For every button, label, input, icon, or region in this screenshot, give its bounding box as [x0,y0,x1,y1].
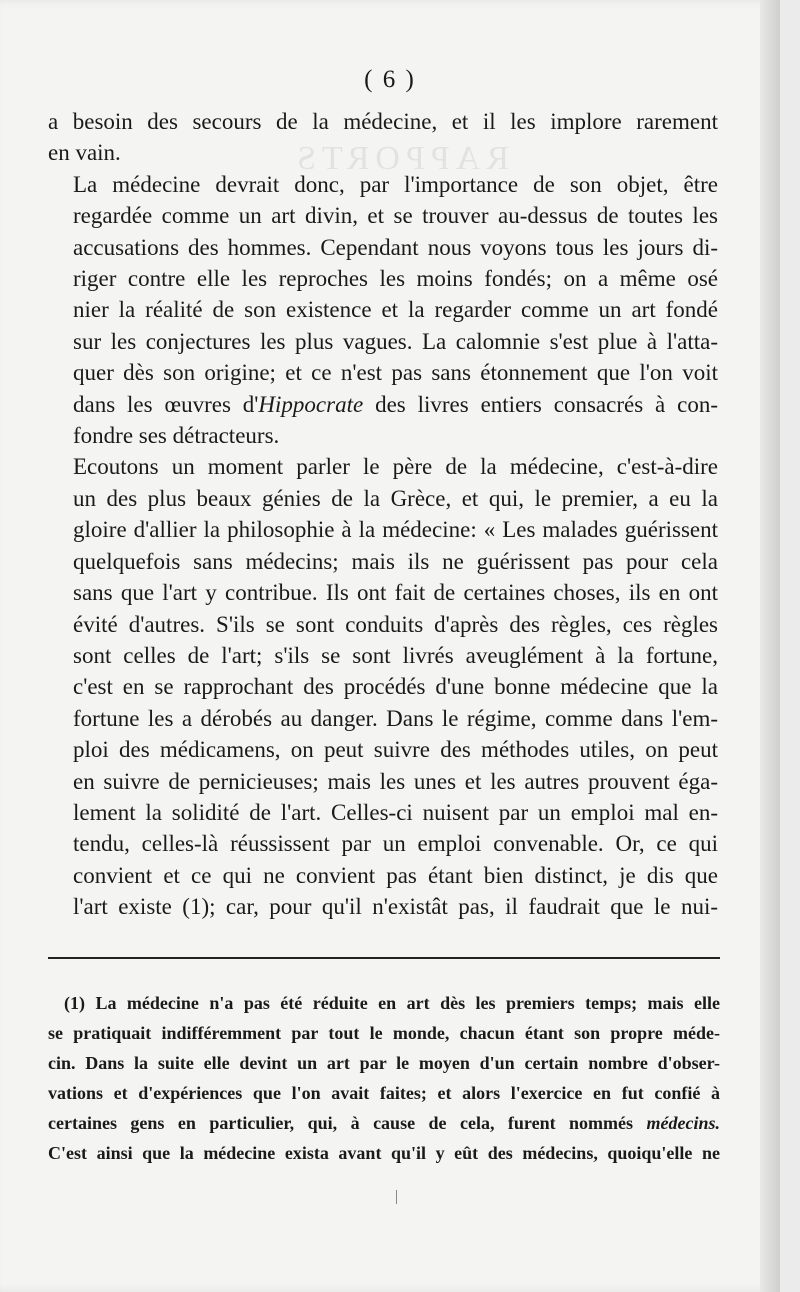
text-line: ploi des médicamens, on peut suivre des méthodes utiles, on peut [73,737,718,763]
text-line: en suivre de pernicieuses; mais les unes et les autres prouvent éga- [73,768,718,794]
footnote-line-with-italic [48,1108,720,1138]
text-line: fortune les a dérobés au danger. Dans le régime, comme dans l'em- [73,705,718,731]
text-line: sur les conjectures les plus vagues. La calomnie s'est plue à l'atta- [73,328,718,354]
text-line: gloire d'allier la philosophie à la médecine: « Les malades guérissent [73,517,718,543]
footnote-separator [48,957,720,959]
text-line: accusations des hommes. Cependant nous voyons tous les jours di- [73,234,718,260]
text-line: convient et ce qui ne convient pas étant bien distinct, je dis que [73,862,718,888]
print-mark [396,1190,397,1204]
footnote-line: (1) La médecine n'a pas été réduite en art dès les premiers temps; mais elle [64,993,720,1013]
footnote [48,988,720,1168]
text-line: tendu, celles-là réussissent par un emploi convenable. Or, ce qui [73,831,718,857]
text-line: l'art existe (1); car, pour qu'il n'existât pas, il faudrait que le nui- [73,894,718,920]
text-line: Ecoutons un moment parler le père de la médecine, c'est-à-dire [73,454,718,480]
text-line: a besoin des secours de la médecine, et il les implore rarement [48,109,718,134]
text-line: quelquefois sans médecins; mais ils ne guérissent pas pour cela [73,548,718,574]
text-line: sont celles de l'art; s'ils se sont livrés aveuglément à la fortune, [73,642,718,668]
text-line: quer dès son origine; et ce n'est pas sans étonnement que l'on voit [73,360,718,386]
text-line: fondre ses détracteurs. [73,423,280,449]
text-line: lement la solidité de l'art. Celles-ci nuisent par un emploi mal en- [73,799,718,825]
text-line: évité d'autres. S'ils se sont conduits d'après des règles, ces règles [73,611,718,637]
text-line-with-italic [48,389,718,420]
text-line: un des plus beaux génies de la Grèce, et qui, le premier, a eu la [73,485,718,511]
text-fragment: certaines gens en particulier, qui, à cause de cela, furent nommés [48,1113,647,1133]
text-line: sans que l'art y contribue. Ils ont fait de certaines choses, ils en ont [73,580,718,606]
footnote-line: vations et d'expériences que l'on avait faites; et alors l'exercice en fut confié à [48,1083,720,1103]
paragraph-3 [48,451,718,922]
text-fragment: dans les œuvres d' [73,391,259,417]
text-line: regardée comme un art divin, et se trouver au-dessus de toutes les [73,203,718,229]
text-line: en vain. [48,140,121,166]
italic-word-medecins: médecins. [646,1113,720,1133]
text-line: La médecine devrait donc, par l'importance de son objet, être [73,171,718,197]
italic-name-hippocrate: Hippocrate [258,391,364,417]
text-fragment: des livres entiers consacrés à con- [363,391,718,417]
text-line: riger contre elle les reproches les moins fondés; on a même osé [73,266,718,292]
text-line: c'est en se rapprochant des procédés d'une bonne médecine que la [73,674,718,700]
show-through-text: RAPPORTS [291,140,509,177]
paragraph-1 [48,106,718,169]
main-text [48,106,718,923]
footnote-line: cin. Dans la suite elle devint un art par le moyen d'un certain nombre d'obser- [48,1053,720,1073]
paragraph-2 [48,169,718,452]
footnote-line: C'est ainsi que la médecine exista avant qu'il y eût des médecins, quoiqu'elle ne [48,1143,720,1163]
page-number: ( 6 ) [364,66,416,93]
footnote-line: se pratiquait indifféremment par tout le monde, chacun étant son propre méde- [48,1023,720,1043]
text-line: nier la réalité de son existence et la regarder comme un art fondé [73,297,718,323]
page-edge-shadow [760,0,780,1292]
